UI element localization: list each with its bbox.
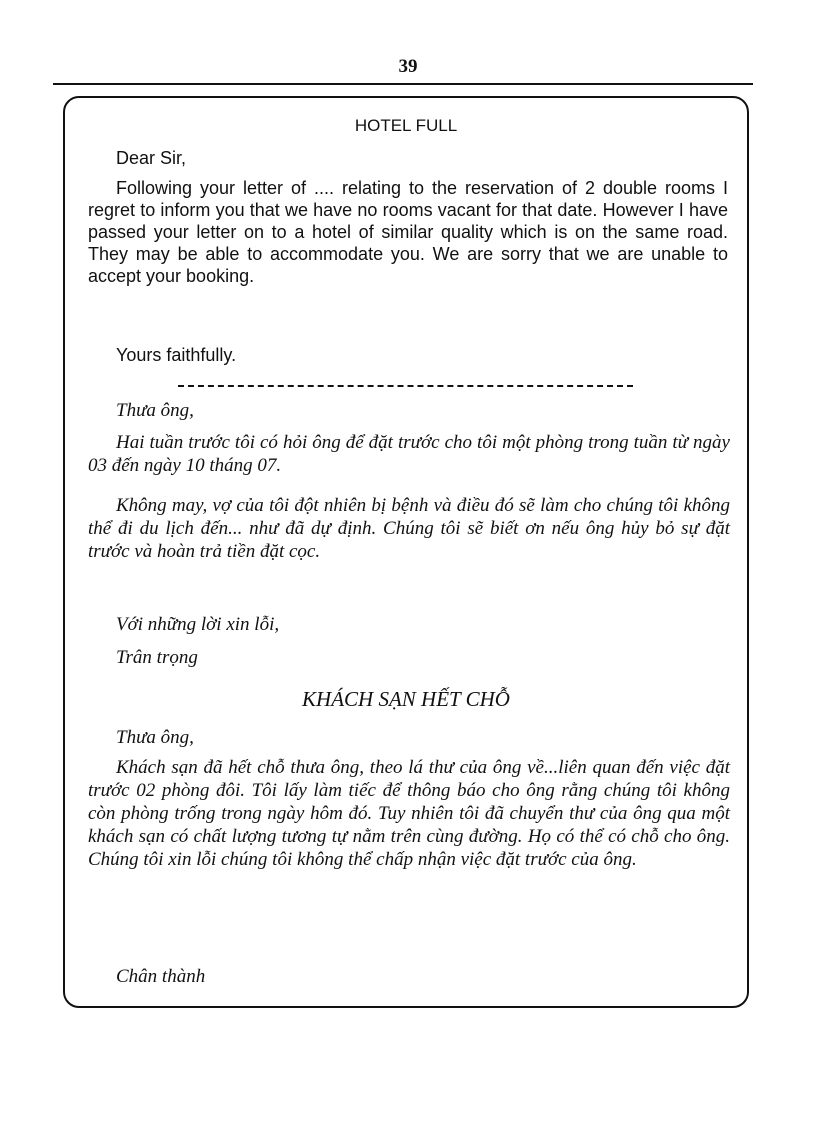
english-greeting: Dear Sir,: [116, 148, 187, 168]
vietnamese-letter-1-greeting: Thưa ông,: [116, 400, 194, 421]
vietnamese-letter-2-title: KHÁCH SẠN HẾT CHỖ: [302, 687, 510, 711]
vietnamese-letter-1-apology: Với những lời xin lỗi,: [116, 614, 280, 635]
header-rule: [53, 83, 753, 85]
english-closing: Yours faithfully.: [116, 345, 237, 365]
english-letter-title: HOTEL FULL: [354, 116, 458, 135]
vietnamese-letter-2-body: Khách sạn đã hết chỗ thưa ông, theo lá thư của ông về...liên quan đến việc đặt trước 02 phòng đôi. Tôi lấy làm tiếc để thông báo cho ông rằng chúng tôi không còn phòng trống trong ngày hôm đó. Tuy nhiên tôi đã chuyển thư của ông qua một khách sạn có chất lượng tương tự nằm trên cùng đường. Họ có thể có chỗ cho ông. Chúng tôi xin lỗi chúng tôi không thể chấp nhận việc đặt trước của ông.: [88, 757, 730, 870]
vietnamese-letter-1-paragraph-1: Hai tuần trước tôi có hỏi ông để đặt trước cho tôi một phòng trong tuần từ ngày 03 đến ngày 10 tháng 07.: [88, 432, 730, 476]
section-separator: [178, 385, 633, 387]
page-number: 39: [398, 56, 418, 77]
vietnamese-letter-2-greeting: Thưa ông,: [116, 727, 194, 748]
vietnamese-letter-1-paragraph-2: Không may, vợ của tôi đột nhiên bị bệnh và điều đó sẽ làm cho chúng tôi không thể đi du lịch đến... như đã dự định. Chúng tôi sẽ biết ơn nếu ông hủy bỏ sự đặt trước và hoàn trả tiền đặt cọc.: [88, 495, 730, 562]
vietnamese-letter-1-closing: Trân trọng: [116, 647, 198, 668]
vietnamese-letter-2-closing: Chân thành: [116, 966, 206, 987]
english-letter-body: Following your letter of .... relating to the reservation of 2 double rooms I regret to inform you that we have no rooms vacant for that date. However I have passed your letter on to a hotel of similar quality which is on the same road. They may be able to accommodate you. We are sorry that we are unable to accept your booking.: [88, 178, 728, 286]
